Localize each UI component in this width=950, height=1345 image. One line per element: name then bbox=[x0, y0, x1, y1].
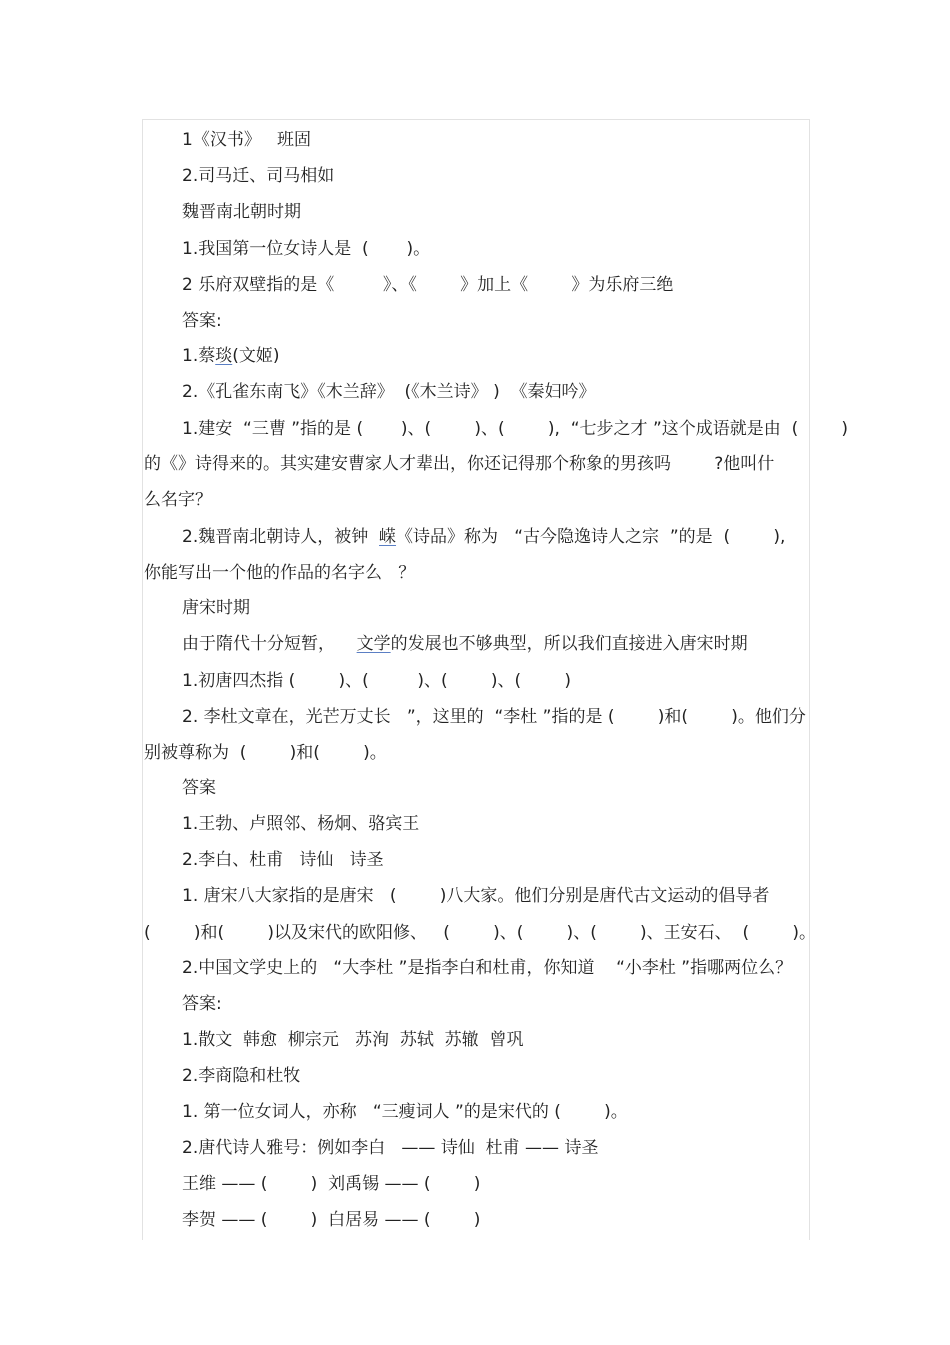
text-segment: 的发展也不够典型，所以我们直接进入唐宋时期 bbox=[390, 634, 748, 654]
text-segment: 由于隋代十分短暂， bbox=[182, 634, 357, 654]
text-segment: (文姬) bbox=[232, 346, 280, 366]
question-line bbox=[182, 526, 785, 548]
text-segment: 《诗品》称为 “古今隐逸诗人之宗 ”的是 ( ), bbox=[396, 527, 786, 547]
section-heading: 魏晋南北朝时期 bbox=[182, 202, 301, 222]
question-line: 的《》诗得来的。其实建安曹家人才辈出，你还记得那个称象的男孩吗 ?他叫什 bbox=[144, 454, 775, 474]
question-line: 2.中国文学史上的 “大李杜 ”是指李白和杜甫，你知道 “小李杜 ”指哪两位么？ bbox=[182, 958, 793, 978]
question-line: 1.我国第一位女诗人是 ( )。 bbox=[182, 239, 431, 259]
answer-label: 答案 bbox=[182, 778, 216, 798]
question-line: 王维 —— ( ) 刘禹锡 —— ( ) bbox=[182, 1174, 481, 1194]
question-line: 别被尊称为 ( )和( )。 bbox=[144, 743, 387, 763]
answer-line: 2.《孔雀东南飞》《木兰辞》 (《木兰诗》 ) 《秦妇吟》 bbox=[182, 382, 596, 402]
answer-line: 2.李白、杜甫 诗仙 诗圣 bbox=[182, 850, 384, 870]
answer-line bbox=[182, 345, 280, 367]
text-line: 1《汉书》 班固 bbox=[182, 130, 312, 150]
answer-line: 2.李商隐和杜牧 bbox=[182, 1066, 301, 1086]
answer-label: 答案: bbox=[182, 311, 222, 331]
question-line: 1.建安 “三曹 ”指的是 ( )、( )、( ), “七步之才 ”这个成语就是由 ( ) bbox=[182, 419, 849, 439]
question-line: 1. 唐宋八大家指的是唐宋 ( )八大家。他们分别是唐代古文运动的倡导者 bbox=[182, 886, 770, 906]
underlined-word: 琰 bbox=[215, 346, 233, 366]
question-line: 2 乐府双壁指的是《 》、《 》加上《 》为乐府三绝 bbox=[182, 275, 674, 295]
question-line: 李贺 —— ( ) 白居易 —— ( ) bbox=[182, 1210, 481, 1230]
question-line: 么名字？ bbox=[144, 490, 212, 510]
text-line: 2.司马迁、司马相如 bbox=[182, 166, 335, 186]
underlined-word: 嵘 bbox=[379, 527, 397, 547]
underlined-word: 文学 bbox=[356, 634, 391, 654]
text-line bbox=[182, 633, 748, 655]
answer-line: 1.王勃、卢照邻、杨炯、骆宾王 bbox=[182, 814, 420, 834]
answer-line: 1.散文 韩愈 柳宗元 苏洵 苏轼 苏辙 曾巩 bbox=[182, 1030, 524, 1050]
question-line: ( )和( )以及宋代的欧阳修、 ( )、( )、( )、王安石、 ( )。 bbox=[144, 923, 816, 943]
answer-label: 答案: bbox=[182, 994, 222, 1014]
question-line: 2.唐代诗人雅号：例如李白 —— 诗仙 杜甫 —— 诗圣 bbox=[182, 1138, 599, 1158]
question-line: 2. 李杜文章在，光芒万丈长 ”，这里的 “李杜 ”指的是 ( )和( )。他们分 bbox=[182, 707, 806, 727]
section-heading: 唐宋时期 bbox=[182, 598, 250, 618]
text-segment: 2.魏晋南北朝诗人，被钟 bbox=[182, 527, 380, 547]
question-line: 1.初唐四杰指 ( )、( )、( )、( ) bbox=[182, 671, 572, 691]
question-line: 你能写出一个他的作品的名字么 ？ bbox=[144, 563, 416, 583]
text-segment: 1.蔡 bbox=[182, 346, 216, 366]
question-line: 1. 第一位女词人，亦称 “三瘦词人 ”的是宋代的 ( )。 bbox=[182, 1102, 628, 1122]
